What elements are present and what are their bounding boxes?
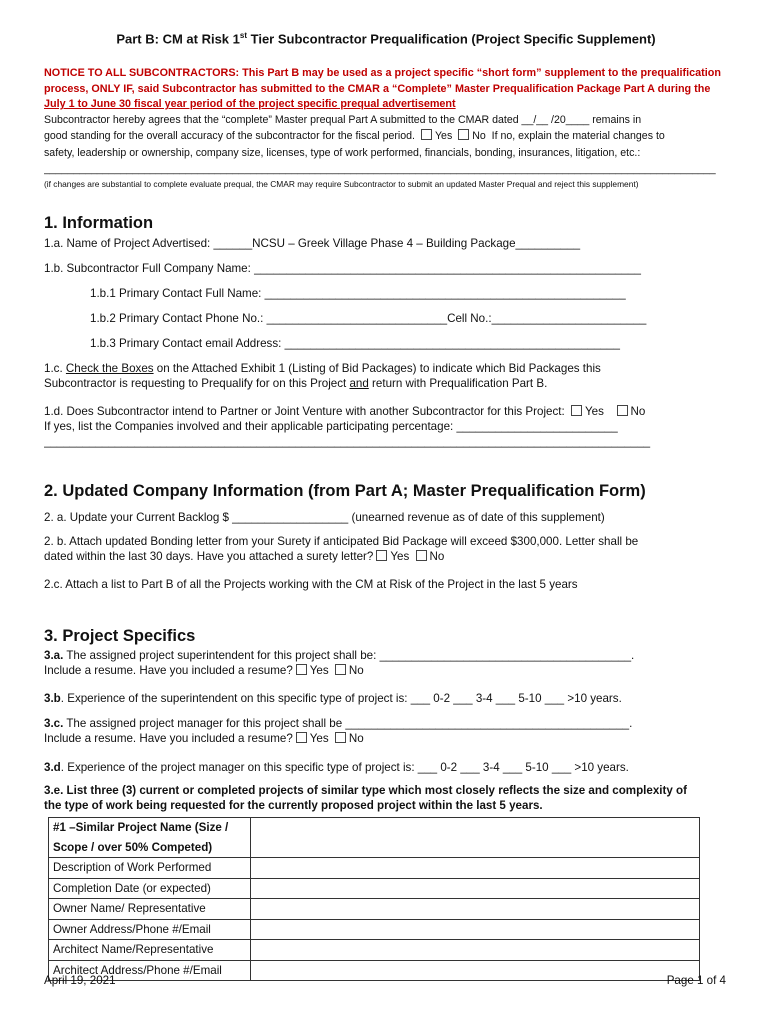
item-3b-number: 3.b [44,692,61,705]
title-text-end: Tier Subcontractor Prequalification (Project Specific Supplement) [247,31,656,47]
title-text: Part B: CM at Risk 1 [116,31,240,47]
contact-phone-field[interactable]: 1.b.2 Primary Contact Phone No.: ____________________________Cell No.:________________________ [90,312,647,325]
agreement-yes-label: Yes [434,130,453,143]
footer-date: April 19, 2021 [44,974,116,987]
table-row [49,899,700,920]
contact-email-field[interactable]: 1.b.3 Primary Contact email Address: ____________________________________________________ [90,337,620,350]
projects-list-instruction: 2.c. Attach a list to Part B of all the Projects working with the CM at Risk of the Project in the last 5 years [44,578,578,591]
jv-no-checkbox[interactable] [617,405,628,416]
project-manager-field[interactable]: The assigned project manager for this project shall be ____________________________________________. [63,717,633,730]
agreement-line-3: safety, leadership or ownership, company size, licenses, type of work performed, financials, bonding, insurances, litigation, etc.: [44,146,641,159]
surety-yes-label: Yes [390,550,410,564]
table-cell-input[interactable] [251,818,700,858]
table-cell-input[interactable] [251,878,700,899]
pm-resume-yes-checkbox[interactable] [296,732,307,743]
table-row [49,878,700,899]
page-title [44,31,728,48]
joint-venture-block [44,404,728,449]
superintendent-block [44,648,728,678]
table-row-label: Completion Date (or expected) [49,878,251,899]
table-row [49,940,700,961]
section-3-heading: 3. Project Specifics [44,627,196,645]
notice-block [44,66,728,113]
table-row-label: Owner Name/ Representative [49,899,251,920]
agreement-note: (if changes are substantial to complete evaluate prequal, the CMAR may require Subcontractor to submit an updated Master Prequal and reject this supplement) [44,178,639,189]
surety-no-label: No [429,550,445,564]
item-3a-number: 3.a. [44,649,64,662]
footer-page-number: Page 1 of 4 [666,974,726,987]
item-3e-line-2: the type of work being requested for the currently proposed project within the last 5 years. [44,799,543,813]
table-row [49,818,700,838]
bid-packages-instruction [44,361,728,391]
table-row [49,858,700,879]
table-row-label: Scope / over 50% Competed) [49,838,251,858]
agreement-no-label: No [472,130,486,143]
surety-yes-checkbox[interactable] [376,550,387,561]
bonding-block [44,534,728,564]
agreement-line-1: Subcontractor hereby agrees that the “complete” Master prequal Part A submitted to the CMAR dated __/__ /20____ remains in [44,114,642,126]
superintendent-resume-question: Include a resume. Have you included a resume? [44,664,293,678]
similar-project-table [48,817,700,981]
table-cell-input[interactable] [251,858,700,879]
table-cell-input[interactable] [251,919,700,940]
item-1c-line2: Subcontractor is requesting to Prequalify for on this Project [44,377,350,391]
agreement-no-checkbox[interactable] [458,129,469,140]
company-name-field[interactable]: 1.b. Subcontractor Full Company Name: ____________________________________________________________ [44,262,641,275]
table-row-label: #1 –Similar Project Name (Size / [49,818,251,838]
super-resume-yes-checkbox[interactable] [296,664,307,675]
item-3e-line-1: 3.e. List three (3) current or completed projects of similar type which most closely reflects the size and complexity of [44,784,687,797]
jv-companies-field[interactable]: If yes, list the Companies involved and their applicable participating percentage: _________________________ [44,420,618,434]
table-row-label: Architect Address/Phone #/Email [49,960,251,981]
item-1c-line2-end: return with Prequalification Part B. [368,377,548,391]
jv-yes-checkbox[interactable] [571,405,582,416]
explanation-field[interactable]: __________________________________________________________________________________________________________________ [44,163,716,176]
section-2-heading: 2. Updated Company Information (from Part A; Master Prequalification Form) [44,482,646,500]
agreement-yes-checkbox[interactable] [421,129,432,140]
super-resume-no-checkbox[interactable] [335,664,346,675]
contact-name-field[interactable]: 1.b.1 Primary Contact Full Name: ________________________________________________________ [90,287,626,300]
pm-experience-text: . Experience of the project manager on this specific type of project is: ___ 0-2 ___ 3-4 ___ 5-10 ___ >10 years. [60,761,629,774]
table-row-label: Owner Address/Phone #/Email [49,919,251,940]
super-resume-no-label: No [348,664,364,678]
agreement-block [44,112,728,191]
item-3d-number: 3.d [44,761,61,774]
item-1c-prefix: 1.c. [44,362,66,375]
jv-no-label: No [630,405,646,418]
superintendent-experience-text: . Experience of the superintendent on this specific type of project is: ___ 0-2 ___ 3-4 ___ 5-10 ___ >10 years. [60,692,622,705]
item-3c-number: 3.c. [44,717,64,730]
item-1c-and: and [349,377,369,391]
project-manager-block [44,716,728,746]
similar-projects-instruction [44,783,728,813]
joint-venture-question: 1.d. Does Subcontractor intend to Partner or Joint Venture with another Subcontractor for this Project: [44,405,565,418]
pm-resume-no-checkbox[interactable] [335,732,346,743]
pm-experience[interactable] [44,760,728,775]
item-1c-text: on the Attached Exhibit 1 (Listing of Bid Packages) to indicate which Bid Packages this [153,362,601,375]
pm-resume-question: Include a resume. Have you included a resume? [44,732,293,746]
table-row-label: Architect Name/Representative [49,940,251,961]
table-cell-input[interactable] [251,899,700,920]
pm-resume-yes-label: Yes [309,732,329,746]
agreement-line-2: good standing for the overall accuracy of the subcontractor for the fiscal period. [44,130,415,143]
jv-yes-label: Yes [584,405,604,418]
agreement-line-2-end: If no, explain the material changes to [491,130,665,143]
jv-companies-field-2[interactable]: ______________________________________________________________________________________________ [44,435,651,449]
table-cell-input[interactable] [251,940,700,961]
backlog-field[interactable]: 2. a. Update your Current Backlog $ __________________ (unearned revenue as of date of this supplement) [44,511,605,524]
pm-resume-no-label: No [348,732,364,746]
bonding-line-2: dated within the last 30 days. Have you attached a surety letter? [44,550,374,564]
page-footer [44,973,728,988]
project-name-value[interactable]: NCSU – Greek Village Phase 4 – Building Package__________ [252,237,581,250]
notice-line-1: NOTICE TO ALL SUBCONTRACTORS: This Part B may be used as a project specific “short form” supplement to the prequalification [44,67,721,79]
project-name-row [44,236,728,251]
section-1-heading: 1. Information [44,214,154,232]
notice-line-2: process, ONLY IF, said Subcontractor has submitted to the CMAR a “Complete” Master Prequalification Package Part A during the [44,82,711,95]
table-row-label: Description of Work Performed [49,858,251,879]
superintendent-experience[interactable] [44,691,728,706]
notice-line-3: July 1 to June 30 fiscal year period of the project specific prequal advertisement [44,98,456,111]
title-superscript: st [239,31,248,40]
superintendent-field[interactable]: The assigned project superintendent for this project shall be: _______________________________________. [63,649,635,662]
surety-no-checkbox[interactable] [416,550,427,561]
project-name-label: 1.a. Name of Project Advertised: ______ [44,237,253,250]
item-1c-underline: Check the Boxes [65,362,154,375]
bonding-line-1: 2. b. Attach updated Bonding letter from your Surety if anticipated Bid Package will exceed $300,000. Letter shall be [44,535,639,548]
table-row [49,919,700,940]
super-resume-yes-label: Yes [309,664,329,678]
